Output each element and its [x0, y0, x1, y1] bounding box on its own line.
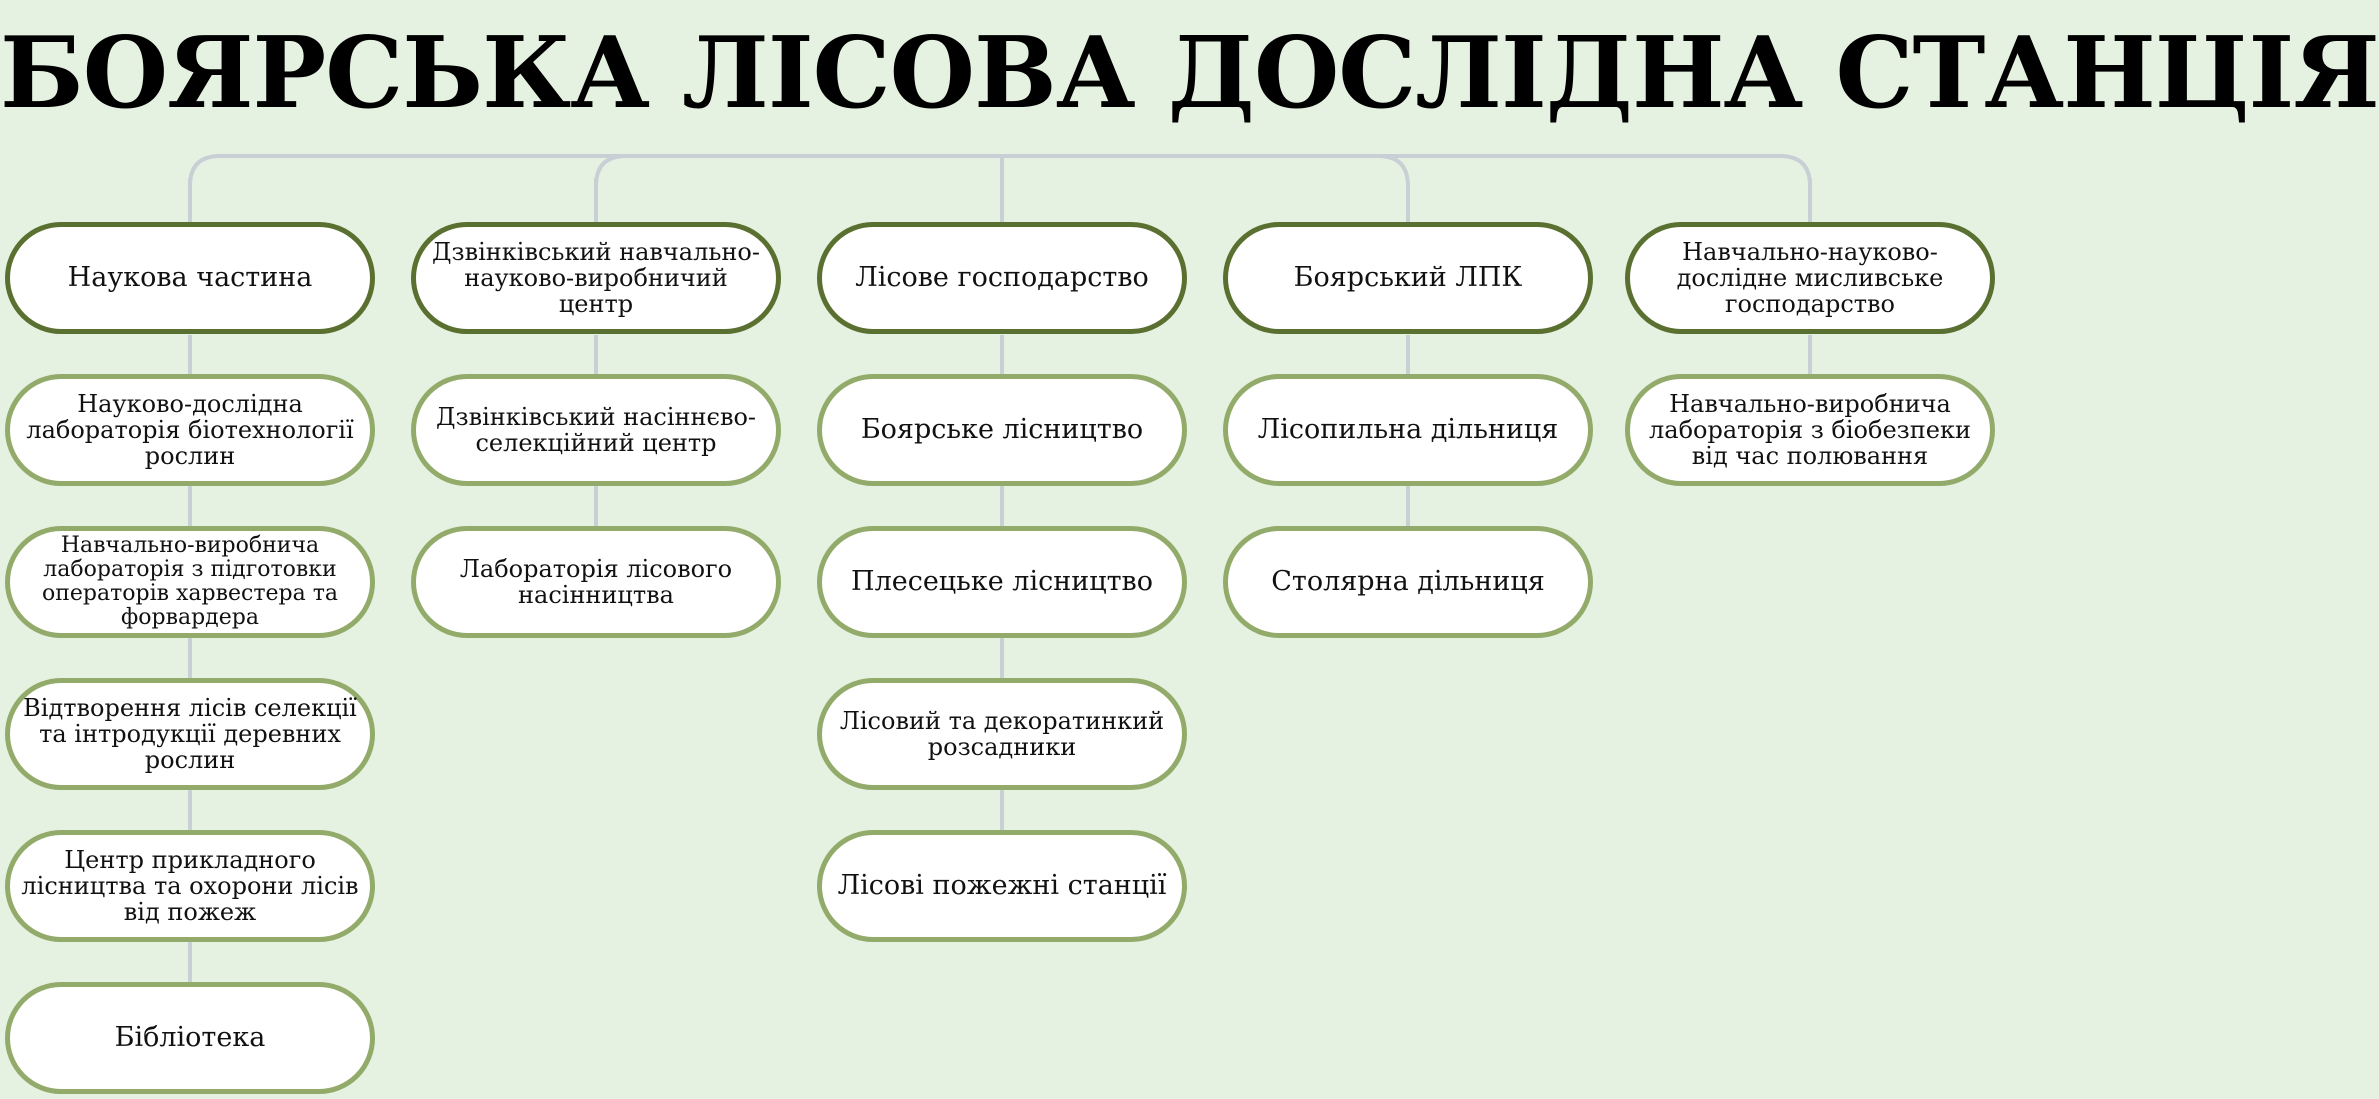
node-applied-forestry-center: Центр прикладного лісництва та охорони лісів від пожеж — [5, 830, 375, 942]
node-carpentry: Столярна дільниця — [1223, 526, 1593, 638]
branch-line-2 — [596, 156, 626, 186]
node-biosafety-lab: Навчально-виробнича лабораторія з біобезпеки від час полювання — [1625, 374, 1995, 486]
node-plesetske-forestry: Плесецьке лісництво — [817, 526, 1187, 638]
page-title: БОЯРСЬКА ЛІСОВА ДОСЛІДНА СТАНЦІЯ — [0, 16, 2379, 131]
node-seed-lab: Лабораторія лісового насінництва — [411, 526, 781, 638]
node-sawmill: Лісопильна дільниця — [1223, 374, 1593, 486]
node-boyarka-forestry: Боярське лісництво — [817, 374, 1187, 486]
node-fire-stations: Лісові пожежні станції — [817, 830, 1187, 942]
node-lab-biotechnology: Науково-дослідна лабораторія біотехнології рослин — [5, 374, 375, 486]
node-lab-harvester-operators: Навчально-виробнича лабораторія з підготовки операторів харвестера та форвардера — [5, 526, 375, 638]
node-forest-reproduction: Відтворення лісів селекції та інтродукції деревних рослин — [5, 678, 375, 790]
node-hunting-economy: Навчально-науково-дослідне мисливське господарство — [1625, 222, 1995, 334]
node-dzvinkiv-seed-center: Дзвінківський насіннєво-селекційний центр — [411, 374, 781, 486]
node-dzvinkiv-center: Дзвінківський навчально-науково-виробничий центр — [411, 222, 781, 334]
branch-line-4 — [1378, 156, 1408, 222]
node-forestry: Лісове господарство — [817, 222, 1187, 334]
node-library: Бібліотека — [5, 982, 375, 1094]
node-boyarka-lpk: Боярський ЛПК — [1223, 222, 1593, 334]
node-nurseries: Лісовий та декоратинкий розсадники — [817, 678, 1187, 790]
node-naukova-chastyna: Наукова частина — [5, 222, 375, 334]
